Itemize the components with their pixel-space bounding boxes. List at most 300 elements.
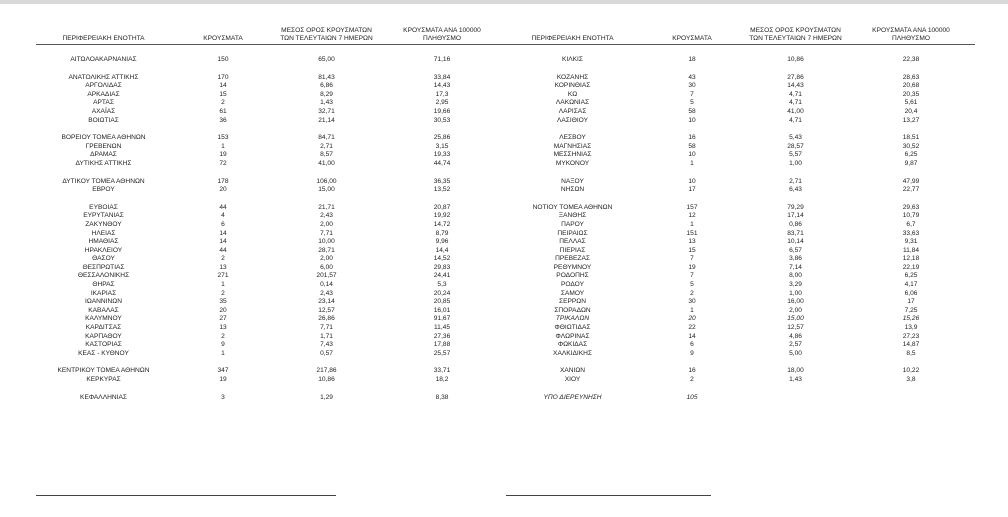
- cell-cases: 2: [221, 99, 225, 107]
- table-row: [36, 212, 506, 221]
- cell-region: ΚΙΛΚΙΣ: [562, 56, 583, 63]
- cell-avg-7days: 4,71: [789, 99, 802, 107]
- cell-per-100k: 13,9: [904, 324, 918, 332]
- cell-avg-7days: 6,57: [789, 246, 802, 254]
- cell-avg-7days: 21,71: [318, 203, 335, 211]
- table-row: [36, 91, 506, 100]
- table-row: [36, 350, 506, 359]
- cell-avg-7days: 2,43: [320, 212, 333, 220]
- cell-per-100k: 14,43: [433, 82, 451, 90]
- cell-per-100k: 8,5: [906, 349, 916, 357]
- cell-cases: 2: [690, 289, 694, 297]
- cell-region: ΗΜΑΘΙΑΣ: [88, 238, 119, 246]
- cell-avg-7days: 106,00: [316, 177, 337, 185]
- cell-cases: 58: [688, 142, 696, 150]
- cell-per-100k: 20,24: [433, 289, 451, 297]
- cell-region: ΚΟΖΑΝΗΣ: [556, 73, 589, 81]
- cell-per-100k: 30,52: [902, 142, 920, 150]
- cell-avg-7days: 28,57: [787, 142, 804, 150]
- table-row: [36, 186, 506, 195]
- cell-region: ΜΥΚΟΝΟΥ: [555, 159, 590, 167]
- cell-per-100k: 17: [907, 298, 915, 306]
- cell-region: ΔΥΤΙΚΗΣ ΑΤΤΙΚΗΣ: [75, 159, 132, 167]
- cell-region: ΝΑΞΟΥ: [561, 177, 584, 185]
- cell-region: ΡΕΘΥΜΝΟΥ: [553, 263, 592, 271]
- cell-cases: 10: [688, 151, 696, 159]
- cell-region: ΠΕΙΡΑΙΩΣ: [557, 229, 588, 237]
- cell-region: ΜΑΓΝΗΣΙΑΣ: [553, 142, 592, 150]
- cell-region: ΒΟΙΩΤΙΑΣ: [88, 116, 119, 124]
- cell-region: ΑΡΤΑΣ: [93, 99, 114, 107]
- cell-region: ΝΟΤΙΟΥ ΤΟΜΕΑ ΑΘΗΝΩΝ: [532, 203, 613, 211]
- cell-per-100k: 6,7: [906, 220, 916, 228]
- table-row: [36, 394, 506, 403]
- header-cases: ΚΡΟΥΣΜΑΤΑ: [203, 34, 243, 42]
- cell-cases: 1: [690, 220, 694, 228]
- cell-avg-7days: 1,00: [789, 289, 802, 297]
- cell-cases: 15: [688, 246, 696, 254]
- cell-avg-7days: 41,00: [318, 159, 335, 167]
- cell-per-100k: 44,74: [433, 159, 451, 167]
- cell-cases: 19: [219, 376, 227, 383]
- cell-avg-7days: 8,57: [320, 151, 333, 159]
- cell-region: ΠΡΕΒΕΖΑΣ: [555, 255, 590, 263]
- table-row: [36, 160, 506, 169]
- cell-per-100k: 18,2: [435, 376, 449, 383]
- cell-per-100k: 9,87: [904, 159, 918, 167]
- cell-avg-7days: 83,71: [787, 229, 804, 237]
- header-per100k-line2: ΠΛΗΘΥΣΜΟ: [423, 34, 461, 42]
- table-row: [36, 367, 506, 376]
- cell-cases: 1: [221, 281, 225, 289]
- cell-avg-7days: 15,00: [787, 315, 804, 323]
- cell-region: ΥΠΟ ΔΙΕΡΕΥΝΗΣΗ: [543, 393, 602, 401]
- cell-cases: 170: [217, 73, 229, 81]
- cell-cases: 30: [688, 298, 696, 306]
- cell-per-100k: 20,68: [902, 82, 920, 90]
- cell-region: ΧΙΟΥ: [564, 376, 581, 383]
- header-per-100k: [382, 27, 502, 42]
- table-row: [36, 117, 506, 126]
- cell-per-100k: 22,38: [902, 56, 920, 63]
- row-spacer: [36, 358, 506, 367]
- cell-cases: 58: [688, 107, 696, 115]
- cell-per-100k: 9,31: [904, 238, 918, 246]
- row-spacer: [505, 385, 975, 394]
- row-spacer: [36, 125, 506, 134]
- cell-cases: 19: [219, 151, 227, 159]
- cell-per-100k: 47,99: [902, 177, 920, 185]
- table-row: [36, 247, 506, 256]
- cell-avg-7days: 10,00: [318, 238, 335, 246]
- table-row: [505, 255, 975, 264]
- cell-avg-7days: 32,71: [318, 107, 335, 115]
- cell-per-100k: 25,86: [433, 134, 451, 142]
- cell-avg-7days: 2,43: [320, 289, 333, 297]
- cell-region: ΘΕΣΣΑΛΟΝΙΚΗΣ: [77, 272, 130, 280]
- table-row: [36, 272, 506, 281]
- cell-cases: 271: [217, 272, 229, 280]
- cell-cases: 5: [690, 99, 694, 107]
- cell-cases: 6: [690, 341, 694, 349]
- table-row: [505, 290, 975, 299]
- row-spacer: [36, 195, 506, 204]
- cell-avg-7days: 41,00: [787, 107, 804, 115]
- cell-avg-7days: 15,00: [318, 186, 335, 194]
- cell-avg-7days: 4,71: [789, 90, 802, 98]
- table-row: [36, 230, 506, 239]
- table-row: [36, 298, 506, 307]
- cell-cases: 14: [219, 238, 227, 246]
- table-body-left: [36, 56, 506, 402]
- cell-region: ΒΟΡΕΙΟΥ ΤΟΜΕΑ ΑΘΗΝΩΝ: [61, 134, 146, 142]
- cell-cases: 1: [221, 349, 225, 357]
- cell-avg-7days: 6,43: [789, 186, 802, 194]
- cell-cases: 9: [690, 349, 694, 357]
- table-row: [36, 290, 506, 299]
- header-avg-line1: ΜΕΣΟΣ ΟΡΟΣ ΚΡΟΥΣΜΑΤΩΝ: [750, 27, 841, 35]
- cell-per-100k: 33,63: [902, 229, 920, 237]
- cell-per-100k: 19,66: [433, 107, 451, 115]
- cell-cases: 7: [690, 255, 694, 263]
- cell-avg-7days: 10,14: [787, 238, 804, 246]
- cell-cases: 151: [686, 229, 698, 237]
- cell-cases: 3: [221, 393, 225, 401]
- cell-per-100k: 22,77: [902, 186, 920, 194]
- cell-per-100k: 33,84: [433, 73, 451, 81]
- cell-region: ΣΑΜΟΥ: [560, 289, 585, 297]
- cell-per-100k: 14,87: [902, 341, 920, 349]
- cell-avg-7days: 26,86: [318, 315, 335, 323]
- cell-per-100k: 20,4: [904, 107, 918, 115]
- cell-per-100k: 7,25: [904, 306, 918, 314]
- table-row: [505, 247, 975, 256]
- row-spacer: [36, 385, 506, 394]
- cell-cases: 16: [688, 367, 696, 375]
- table-row: [505, 74, 975, 83]
- table-row: [505, 272, 975, 281]
- table-header-right: [505, 22, 975, 45]
- cell-per-100k: 8,38: [435, 393, 449, 401]
- cell-region: ΜΕΣΣΗΝΙΑΣ: [553, 151, 592, 159]
- table-row: [505, 281, 975, 290]
- table-row: [505, 91, 975, 100]
- cell-avg-7days: 8,29: [320, 90, 333, 98]
- cell-per-100k: 19,92: [433, 212, 451, 220]
- cell-avg-7days: 1,43: [320, 99, 333, 107]
- cell-per-100k: 2,95: [435, 99, 449, 107]
- cell-cases: 13: [219, 324, 227, 332]
- row-spacer: [505, 358, 975, 367]
- cell-per-100k: 6,06: [904, 289, 918, 297]
- cell-region: ΚΕΦΑΛΛΗΝΙΑΣ: [80, 393, 127, 401]
- cell-region: ΘΗΡΑΣ: [92, 281, 115, 289]
- table-row: [36, 333, 506, 342]
- cell-avg-7days: 14,43: [787, 82, 804, 90]
- cell-cases: 6: [221, 220, 225, 228]
- table-body-right: [505, 56, 975, 402]
- table-row: [505, 367, 975, 376]
- cell-avg-7days: 5,00: [789, 349, 802, 357]
- cell-region: ΑΝΑΤΟΛΙΚΗΣ ΑΤΤΙΚΗΣ: [68, 73, 139, 81]
- cell-per-100k: 11,84: [902, 246, 919, 254]
- cell-avg-7days: 2,00: [320, 255, 333, 263]
- cell-region: ΑΡΚΑΔΙΑΣ: [87, 90, 120, 98]
- cell-avg-7days: 201,57: [316, 272, 337, 280]
- cell-avg-7days: 2,00: [789, 306, 802, 314]
- cell-per-100k: 20,85: [433, 298, 451, 306]
- cell-cases: 30: [688, 82, 696, 90]
- cell-cases: 153: [217, 134, 229, 142]
- cell-per-100k: 5,3: [437, 281, 447, 289]
- cell-cases: 13: [688, 238, 696, 246]
- cell-region: ΣΠΟΡΑΔΩΝ: [554, 306, 591, 314]
- cell-per-100k: 4,17: [904, 281, 918, 289]
- cell-per-100k: 27,23: [902, 332, 920, 340]
- cell-per-100k: 3,15: [435, 142, 449, 150]
- cell-cases: 5: [690, 281, 694, 289]
- cell-avg-7days: 7,71: [320, 229, 333, 237]
- cell-avg-7days: 12,57: [318, 306, 335, 314]
- cell-avg-7days: 17,14: [787, 212, 804, 220]
- cell-region: ΚΑΒΑΛΑΣ: [88, 306, 119, 314]
- cell-region: ΞΑΝΘΗΣ: [558, 212, 587, 220]
- cell-cases: 17: [688, 186, 696, 194]
- table-row: [36, 315, 506, 324]
- cell-cases: 36: [219, 116, 227, 124]
- cell-per-100k: 14,72: [433, 220, 451, 228]
- cell-avg-7days: 0,86: [789, 220, 802, 228]
- cell-per-100k: 14,52: [433, 255, 451, 263]
- table-row: [36, 307, 506, 316]
- table-row: [505, 333, 975, 342]
- cell-avg-7days: 6,86: [320, 82, 333, 90]
- header-per100k-line2: ΠΛΗΘΥΣΜΟ: [892, 34, 930, 42]
- cell-region: ΙΩΑΝΝΙΝΩΝ: [85, 298, 122, 306]
- cell-cases: 27: [219, 315, 227, 323]
- cell-cases: 157: [686, 203, 698, 211]
- cell-avg-7days: 27,86: [787, 73, 804, 81]
- cell-cases: 7: [690, 90, 694, 98]
- cell-cases: 43: [688, 73, 696, 81]
- cell-region: ΛΑΡΙΣΑΣ: [558, 107, 587, 115]
- cell-per-100k: 20,87: [433, 203, 451, 211]
- cell-region: ΚΩ: [567, 90, 578, 98]
- table-row: [505, 315, 975, 324]
- row-spacer: [505, 65, 975, 74]
- table-row: [36, 143, 506, 152]
- cell-region: ΘΑΣΟΥ: [92, 255, 115, 263]
- table-row: [36, 281, 506, 290]
- table-header-left: [36, 22, 506, 45]
- cell-region: ΦΩΚΙΔΑΣ: [557, 341, 588, 349]
- cell-region: ΔΡΑΜΑΣ: [90, 151, 117, 159]
- cell-region: ΡΟΔΟΠΗΣ: [556, 272, 589, 280]
- cell-per-100k: 71,16: [433, 56, 451, 63]
- header-avg-line1: ΜΕΣΟΣ ΟΡΟΣ ΚΡΟΥΣΜΑΤΩΝ: [281, 27, 372, 35]
- cell-avg-7days: 8,00: [789, 272, 802, 280]
- cell-region: ΦΘΙΩΤΙΔΑΣ: [554, 324, 591, 332]
- cell-cases: 7: [690, 272, 694, 280]
- cell-region: ΚΕΑΣ - ΚΥΘΝΟΥ: [78, 349, 129, 357]
- cell-avg-7days: 7,14: [789, 263, 802, 271]
- table-row: [505, 143, 975, 152]
- header-region: ΠΕΡΙΦΕΡΕΙΑΚΗ ΕΝΟΤΗΤΑ: [62, 34, 145, 42]
- page-top-border: [0, 0, 1008, 4]
- cell-avg-7days: 16,00: [787, 298, 804, 306]
- cell-cases: 2: [221, 289, 225, 297]
- cell-region: ΗΡΑΚΛΕΙΟΥ: [84, 246, 123, 254]
- cell-avg-7days: 28,71: [318, 246, 335, 254]
- cell-per-100k: 10,22: [902, 367, 920, 375]
- cell-region: ΕΥΒΟΙΑΣ: [89, 203, 118, 211]
- cell-cases: 2: [221, 332, 225, 340]
- cell-per-100k: 5,61: [904, 99, 918, 107]
- table-row: [36, 56, 506, 65]
- cell-avg-7days: 3,86: [789, 255, 802, 263]
- table-row: [36, 151, 506, 160]
- cell-cases: 150: [217, 56, 229, 63]
- row-spacer: [36, 169, 506, 178]
- table-row: [505, 324, 975, 333]
- table-row: [505, 99, 975, 108]
- cell-cases: 9: [221, 341, 225, 349]
- cell-region: ΚΑΡΔΙΤΣΑΣ: [85, 324, 122, 332]
- cell-cases: 16: [688, 134, 696, 142]
- cell-per-100k: 16,01: [433, 306, 451, 314]
- cell-region: ΚΕΝΤΡΙΚΟΥ ΤΟΜΕΑ ΑΘΗΝΩΝ: [57, 367, 150, 375]
- cell-region: ΚΕΡΚΥΡΑΣ: [86, 376, 121, 383]
- cell-per-100k: 22,19: [902, 263, 920, 271]
- cell-per-100k: 29,63: [902, 203, 920, 211]
- cell-avg-7days: 18,00: [787, 367, 804, 375]
- cell-avg-7days: 81,43: [318, 73, 335, 81]
- table-row: [505, 151, 975, 160]
- table-row: [505, 264, 975, 273]
- cell-cases: 12: [688, 212, 696, 220]
- table-row: [505, 212, 975, 221]
- cell-region: ΡΟΔΟΥ: [561, 281, 584, 289]
- cell-avg-7days: 0,57: [320, 349, 333, 357]
- table-row: [36, 255, 506, 264]
- table-row: [36, 108, 506, 117]
- cell-cases: 13: [219, 263, 227, 271]
- table-row: [505, 230, 975, 239]
- table-row: [505, 82, 975, 91]
- cell-avg-7days: 84,71: [318, 134, 335, 142]
- cell-cases: 10: [688, 116, 696, 124]
- cell-per-100k: 13,52: [433, 186, 451, 194]
- table-row: [36, 238, 506, 247]
- cell-region: ΛΑΣΙΘΙΟΥ: [557, 116, 588, 124]
- cell-region: ΖΑΚΥΝΘΟΥ: [85, 220, 122, 228]
- table-row: [505, 341, 975, 350]
- cell-region: ΙΚΑΡΙΑΣ: [90, 289, 117, 297]
- cell-region: ΧΑΝΙΩΝ: [559, 367, 586, 375]
- cell-region: ΛΑΚΩΝΙΑΣ: [555, 99, 590, 107]
- table-bottom-rule-right: [506, 495, 711, 496]
- cell-avg-7days: 12,57: [787, 324, 804, 332]
- cell-region: ΝΗΣΩΝ: [560, 186, 585, 194]
- cell-avg-7days: 2,71: [789, 177, 802, 185]
- cell-per-100k: 28,63: [902, 73, 920, 81]
- cell-per-100k: 6,25: [904, 272, 918, 280]
- cell-cases: 105: [686, 393, 698, 401]
- cell-region: ΦΛΩΡΙΝΑΣ: [555, 332, 590, 340]
- table-row: [505, 238, 975, 247]
- table-row: [505, 108, 975, 117]
- table-row: [505, 298, 975, 307]
- cell-per-100k: 3,8: [906, 376, 916, 383]
- cell-cases: 14: [219, 82, 227, 90]
- cell-cases: 15: [219, 90, 227, 98]
- cell-per-100k: 13,27: [902, 116, 920, 124]
- table-row: [36, 341, 506, 350]
- cell-cases: 20: [219, 306, 227, 314]
- table-row: [36, 178, 506, 187]
- cell-avg-7days: 1,29: [320, 393, 333, 401]
- table-row: [505, 117, 975, 126]
- cell-avg-7days: 4,86: [789, 332, 802, 340]
- row-spacer: [505, 169, 975, 178]
- table-bottom-rule-left: [36, 495, 336, 496]
- cell-cases: 72: [219, 159, 227, 167]
- cell-region: ΘΕΣΠΡΩΤΙΑΣ: [82, 263, 125, 271]
- cell-per-100k: 11,45: [433, 324, 450, 332]
- cell-avg-7days: 1,71: [320, 332, 333, 340]
- row-spacer: [505, 195, 975, 204]
- table-row: [505, 350, 975, 359]
- table-row: [505, 160, 975, 169]
- cell-per-100k: 17,3: [435, 90, 449, 98]
- header-per100k-line1: ΚΡΟΥΣΜΑΤΑ ΑΝΑ 100000: [403, 27, 481, 35]
- cell-region: ΓΡΕΒΕΝΩΝ: [85, 142, 122, 150]
- cell-region: ΑΡΓΟΛΙΔΑΣ: [85, 82, 122, 90]
- cell-avg-7days: 23,14: [318, 298, 335, 306]
- cell-per-100k: 36,35: [433, 177, 451, 185]
- header-per-100k: [851, 27, 971, 42]
- cell-avg-7days: 2,57: [789, 341, 802, 349]
- cell-cases: 1: [690, 306, 694, 314]
- cell-per-100k: 12,18: [902, 255, 920, 263]
- cell-region: ΔΥΤΙΚΟΥ ΤΟΜΕΑ ΑΘΗΝΩΝ: [62, 177, 145, 185]
- table-row: [36, 74, 506, 83]
- cell-region: ΑΧΑΪΑΣ: [91, 107, 116, 115]
- cell-region: ΕΥΡΥΤΑΝΙΑΣ: [83, 212, 124, 220]
- cell-region: ΚΟΡΙΝΘΙΑΣ: [554, 82, 591, 90]
- cell-per-100k: 20,35: [902, 90, 920, 98]
- cell-avg-7days: 7,43: [320, 341, 333, 349]
- table-row: [505, 307, 975, 316]
- cell-region: ΤΡΙΚΑΛΩΝ: [555, 315, 590, 323]
- cell-cases: 1: [690, 159, 694, 167]
- cell-cases: 10: [688, 177, 696, 185]
- cell-cases: 178: [217, 177, 229, 185]
- table-row: [36, 82, 506, 91]
- table-row: [505, 394, 975, 403]
- table-row: [36, 324, 506, 333]
- cell-per-100k: 18,51: [902, 134, 920, 142]
- header-avg-line2: ΤΩΝ ΤΕΛΕΥΤΑΙΩΝ 7 ΗΜΕΡΩΝ: [280, 34, 373, 42]
- cell-cases: 61: [219, 107, 227, 115]
- cell-avg-7days: 2,71: [320, 142, 333, 150]
- cell-avg-7days: 10,86: [787, 56, 804, 63]
- cell-per-100k: 19,33: [433, 151, 451, 159]
- table-row: [505, 56, 975, 65]
- cell-region: ΣΕΡΡΩΝ: [559, 298, 586, 306]
- cell-cases: 44: [219, 203, 227, 211]
- cell-per-100k: 9,96: [435, 238, 449, 246]
